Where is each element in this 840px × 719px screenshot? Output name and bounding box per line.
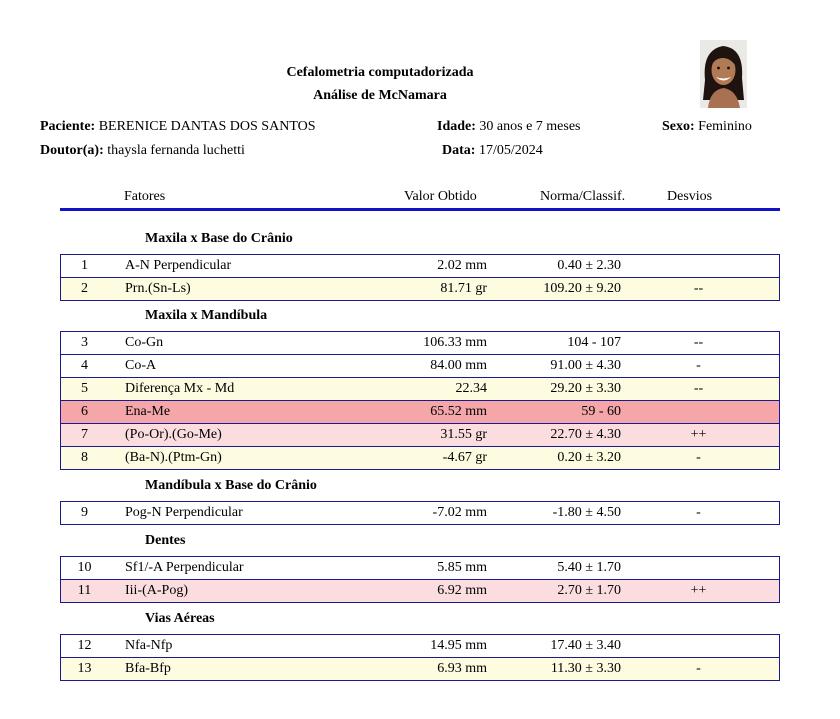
row-number: 8 xyxy=(81,450,88,465)
row-norm: 11.30 ± 3.30 xyxy=(550,661,621,676)
factor-table xyxy=(60,331,780,470)
table-row xyxy=(61,579,779,602)
exam-date: 17/05/2024 xyxy=(478,143,543,158)
row-norm: 104 - 107 xyxy=(567,335,621,350)
row-factor: Bfa-Bfp xyxy=(125,661,171,676)
row-norm: 109.20 ± 9.20 xyxy=(543,281,621,296)
row-value: 81.71 gr xyxy=(440,281,487,296)
row-deviation: ++ xyxy=(690,583,707,598)
row-number: 7 xyxy=(81,427,88,442)
row-number: 5 xyxy=(81,381,88,396)
table-row xyxy=(61,400,779,423)
patient-photo-icon xyxy=(700,40,747,108)
doctor-row xyxy=(40,143,245,159)
row-factor: Sf1/-A Perpendicular xyxy=(125,560,244,575)
row-value: -4.67 gr xyxy=(442,450,487,465)
table-row xyxy=(61,557,779,579)
table-row xyxy=(61,377,779,400)
table-row xyxy=(61,255,779,277)
row-value: 6.92 mm xyxy=(437,583,487,598)
patient-label: Paciente: xyxy=(40,119,96,134)
row-norm: 29.20 ± 3.30 xyxy=(550,381,621,396)
row-value: 6.93 mm xyxy=(437,661,487,676)
date-row xyxy=(442,143,543,159)
row-factor: (Po-Or).(Go-Me) xyxy=(125,427,222,442)
row-number: 3 xyxy=(81,335,88,350)
patient-photo xyxy=(700,40,747,108)
doctor-name: thaysla fernanda luchetti xyxy=(107,143,245,158)
row-norm: 22.70 ± 4.30 xyxy=(550,427,621,442)
row-number: 9 xyxy=(81,505,88,520)
row-factor: Co-Gn xyxy=(125,335,164,350)
table-row xyxy=(61,502,779,524)
row-number: 2 xyxy=(81,281,88,296)
row-deviation: -- xyxy=(693,281,704,296)
table-row xyxy=(61,657,779,680)
row-factor: Prn.(Sn-Ls) xyxy=(125,281,191,296)
row-norm: 91.00 ± 4.30 xyxy=(550,358,621,373)
row-norm: 0.20 ± 3.20 xyxy=(557,450,621,465)
sex-label: Sexo: xyxy=(662,119,695,134)
patient-age: 30 anos e 7 meses xyxy=(479,119,581,134)
row-factor: Diferença Mx - Md xyxy=(125,381,235,396)
row-norm: -1.80 ± 4.50 xyxy=(552,505,621,520)
row-number: 1 xyxy=(81,258,88,273)
section-title: Mandíbula x Base do Crânio xyxy=(145,478,317,493)
table-row xyxy=(61,332,779,354)
row-deviation: - xyxy=(696,358,701,373)
row-number: 10 xyxy=(77,560,92,575)
row-value: 31.55 gr xyxy=(440,427,487,442)
row-number: 11 xyxy=(77,583,92,598)
row-norm: 59 - 60 xyxy=(581,404,621,419)
row-value: 2.02 mm xyxy=(437,258,487,273)
row-deviation: ++ xyxy=(690,427,707,442)
row-norm: 5.40 ± 1.70 xyxy=(557,560,621,575)
factor-table xyxy=(60,634,780,681)
row-deviation: - xyxy=(696,450,701,465)
table-row xyxy=(61,423,779,446)
table-row xyxy=(61,446,779,469)
row-number: 12 xyxy=(77,638,92,653)
date-label: Data: xyxy=(442,143,476,158)
row-number: 13 xyxy=(77,661,92,676)
row-value: 65.52 mm xyxy=(430,404,487,419)
table-row xyxy=(61,635,779,657)
row-factor: Co-A xyxy=(125,358,157,373)
row-number: 4 xyxy=(81,358,88,373)
section-title: Vias Aéreas xyxy=(145,611,215,626)
column-header-factors: Fatores xyxy=(124,189,166,204)
factor-table xyxy=(60,254,780,301)
row-value: 5.85 mm xyxy=(437,560,487,575)
section-title: Maxila x Mandíbula xyxy=(145,308,268,323)
report-title: Cefalometria computadorizada xyxy=(286,65,474,80)
row-factor: (Ba-N).(Ptm-Gn) xyxy=(125,450,222,465)
factor-table xyxy=(60,556,780,603)
patient-name-row xyxy=(40,119,316,135)
row-factor: Ena-Me xyxy=(125,404,171,419)
section-title: Maxila x Base do Crânio xyxy=(145,231,293,246)
row-norm: 2.70 ± 1.70 xyxy=(557,583,621,598)
column-header-deviation: Desvios xyxy=(667,189,713,204)
row-value: 22.34 xyxy=(455,381,487,396)
row-value: -7.02 mm xyxy=(432,505,487,520)
row-deviation: -- xyxy=(693,381,704,396)
patient-sex: Feminino xyxy=(698,119,752,134)
row-deviation: -- xyxy=(693,335,704,350)
row-factor: Pog-N Perpendicular xyxy=(125,505,243,520)
doctor-label: Doutor(a): xyxy=(40,143,104,158)
row-number: 6 xyxy=(81,404,88,419)
row-value: 14.95 mm xyxy=(430,638,487,653)
factor-table xyxy=(60,501,780,525)
row-factor: Iii-(A-Pog) xyxy=(125,583,188,598)
column-header-norm: Norma/Classif. xyxy=(540,189,626,204)
header-rule xyxy=(60,208,780,211)
report-subtitle: Análise de McNamara xyxy=(313,88,447,103)
row-norm: 17.40 ± 3.40 xyxy=(550,638,621,653)
age-row xyxy=(437,119,581,135)
age-label: Idade: xyxy=(437,119,476,134)
row-deviation: - xyxy=(696,505,701,520)
table-row xyxy=(61,354,779,377)
row-deviation: - xyxy=(696,661,701,676)
sex-row xyxy=(662,119,752,135)
row-value: 84.00 mm xyxy=(430,358,487,373)
table-row xyxy=(61,277,779,300)
patient-name: BERENICE DANTAS DOS SANTOS xyxy=(98,119,316,134)
column-header-value: Valor Obtido xyxy=(404,189,477,204)
row-value: 106.33 mm xyxy=(423,335,487,350)
row-factor: A-N Perpendicular xyxy=(125,258,232,273)
row-norm: 0.40 ± 2.30 xyxy=(557,258,621,273)
row-factor: Nfa-Nfp xyxy=(125,638,173,653)
section-title: Dentes xyxy=(145,533,186,548)
